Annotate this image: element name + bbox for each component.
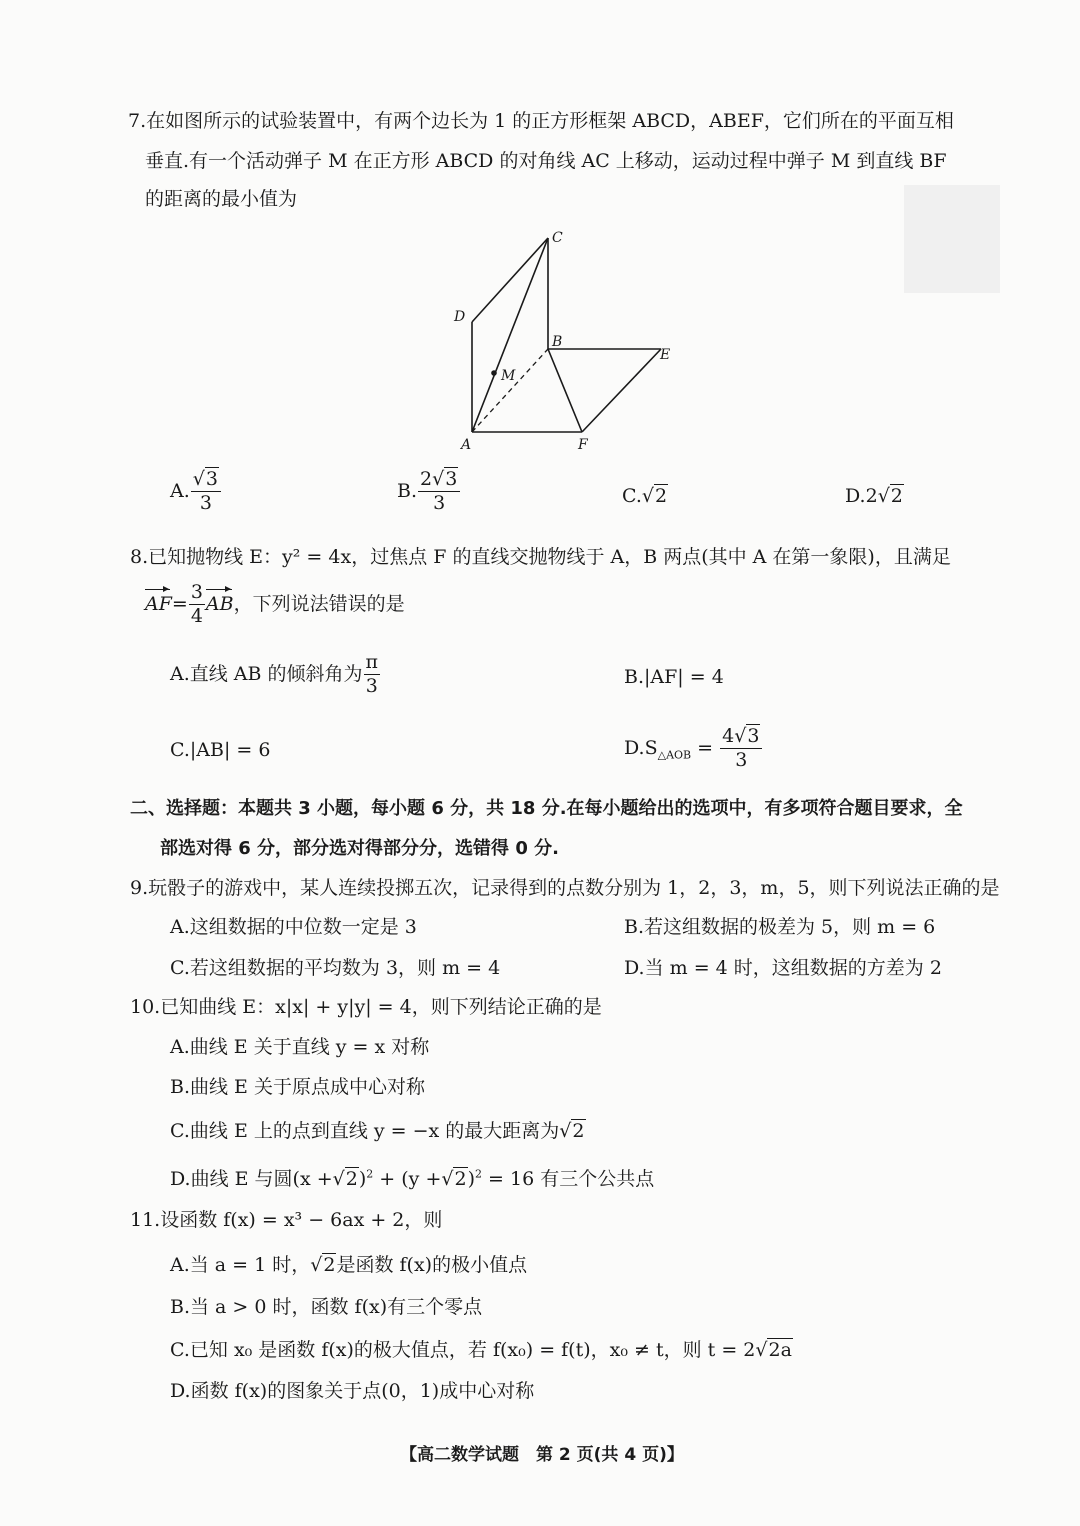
q7-line3: 的距离的最小值为 <box>145 188 298 210</box>
q8-line2: AF= $\frac{3}{4}$ AB，下列说法错误的是 <box>145 581 405 627</box>
label-A: A <box>461 437 472 453</box>
edge-BF <box>548 349 582 432</box>
q8-option-b: B.|AF| = 4 <box>624 666 724 688</box>
q7-option-d: D.2√2 <box>845 485 903 507</box>
q7-figure <box>440 225 690 460</box>
q9-option-a: A.这组数据的中位数一定是 3 <box>170 916 417 938</box>
label-C: C <box>552 230 563 246</box>
q11-option-d: D.函数 f(x)的图象关于点(0，1)成中心对称 <box>170 1380 535 1402</box>
label-D: D <box>454 309 466 325</box>
edge-AB-dashed <box>472 349 548 432</box>
q7-line1: 7.在如图所示的试验装置中，有两个边长为 1 的正方形框架 ABCD，ABEF，它们所在的平面互相 <box>128 110 954 132</box>
scan-gray-patch <box>904 185 1000 293</box>
vector-ab: AB <box>205 592 234 615</box>
edge-EF <box>582 349 661 432</box>
q10-option-c: C.曲线 E 上的点到直线 y = −x 的最大距离为√2 <box>170 1120 585 1142</box>
q10-option-b: B.曲线 E 关于原点成中心对称 <box>170 1076 425 1098</box>
q8-option-a: A.直线 AB 的倾斜角为 $\frac{\pi}{3}$ <box>170 651 379 697</box>
point-M <box>491 370 497 376</box>
q8-option-c: C.|AB| = 6 <box>170 739 271 761</box>
label-B: B <box>552 334 563 350</box>
q7-line2: 垂直.有一个活动弹子 M 在正方形 ABCD 的对角线 AC 上移动，运动过程中弹子 M 到直线 BF <box>145 150 947 172</box>
vector-af: AF <box>145 592 172 615</box>
edge-CA <box>472 238 548 432</box>
edge-DC <box>472 238 548 322</box>
page-footer: 【高二数学试题 第 2 页(共 4 页)】 <box>400 1445 684 1465</box>
q10-option-a: A.曲线 E 关于直线 y = x 对称 <box>170 1036 430 1058</box>
q7-option-c: C.√2 <box>622 485 668 507</box>
q8-line1: 8.已知抛物线 E：y² = 4x，过焦点 F 的直线交抛物线于 A，B 两点(其中 A 在第一象限)，且满足 <box>130 546 951 568</box>
q9-option-c: C.若这组数据的平均数为 3，则 m = 4 <box>170 957 501 979</box>
label-F: F <box>578 437 588 453</box>
q11-option-b: B.当 a > 0 时，函数 f(x)有三个零点 <box>170 1296 483 1318</box>
q9-stem: 9.玩骰子的游戏中，某人连续投掷五次，记录得到的点数分别为 1，2，3，m，5，则下列说法正确的是 <box>130 877 1000 899</box>
label-M: M <box>501 368 516 384</box>
q9-option-d: D.当 m = 4 时，这组数据的方差为 2 <box>624 957 942 979</box>
q11-option-c: C.已知 x₀ 是函数 f(x)的极大值点，若 f(x₀) = f(t)，x₀ ≠ t，则 t = 2√2a <box>170 1339 792 1361</box>
q9-option-b: B.若这组数据的极差为 5，则 m = 6 <box>624 916 936 938</box>
q11-option-a: A.当 a = 1 时，√2是函数 f(x)的极小值点 <box>170 1254 528 1276</box>
q8-option-d: $D.S_{\triangle AOB}$ = $\frac{4√3}{3}$ <box>624 727 763 771</box>
q10-option-d: D.曲线 E 与圆$(x +√2)^2 + (y +√2)^2 = 16$ 有三个公共点 <box>170 1167 655 1190</box>
q10-stem: 10.已知曲线 E：x|x| + y|y| = 4，则下列结论正确的是 <box>130 996 602 1018</box>
q7-option-b: B. $\frac{2√3}{3}$ <box>397 470 461 514</box>
label-E: E <box>660 347 671 363</box>
section2-line2: 部选对得 6 分，部分选对得部分分，选错得 0 分. <box>160 838 559 859</box>
q7-option-a: A. $\frac{√3}{3}$ <box>170 470 222 514</box>
section2-line1: 二、选择题：本题共 3 小题，每小题 6 分，共 18 分.在每小题给出的选项中，有多项符合题目要求，全 <box>130 798 963 819</box>
q11-stem: 11.设函数 f(x) = x³ − 6ax + 2，则 <box>130 1209 443 1231</box>
